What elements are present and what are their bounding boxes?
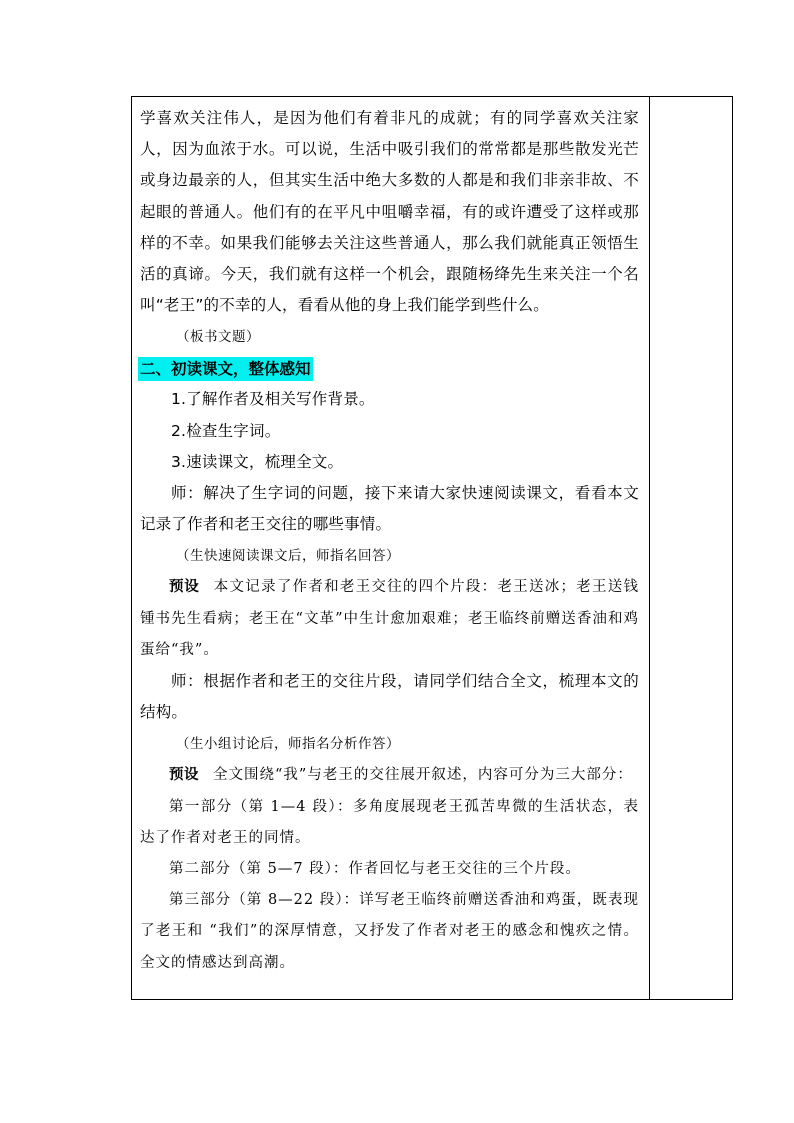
notes-cell (650, 97, 732, 999)
section-heading: 二、初读课文，整体感知 (138, 357, 313, 381)
content-cell (132, 97, 650, 999)
teacher-question-2: 师：根据作者和老王的交往片段，请同学们结合全文，梳理本文的结构。 (140, 672, 639, 722)
board-note: （板书文题） (176, 329, 260, 346)
intro-paragraph: 学喜欢关注伟人，是因为他们有着非凡的成就；有的同学喜欢关注家人，因为血浓于水。可以说，生活中吸引我们的常常都是那些散发光芒或身边最亲的人，但其实生活中绝大多数的人都是和我们非亲非故、不起眼的普通人。他们有的在平凡中咀嚼幸福，有的或许遭受了这样或那样的不幸。如果我们能够去关注这些普通人，那么我们就能真正领悟生活的真谛。今天，我们就有这样一个机会，跟随杨绛先生来关注一个名叫“老王”的不幸的人，看看从他的身上我们能学到些什么。 (140, 109, 639, 315)
list-item: 1.了解作者及相关写作背景。 (171, 390, 375, 409)
preset-label: 预设 (169, 767, 199, 784)
teacher-question-1: 师：解决了生字词的问题，接下来请大家快速阅读课文，看看本文记录了作者和老王交往的哪些事情。 (140, 484, 639, 534)
structure-part-1: 第一部分（第 1—4 段）：多角度展现老王孤苦卑微的生活状态，表达了作者对老王的同情。 (140, 798, 639, 846)
structure-part-3: 第三部分（第 8—22 段）：详写老王临终前赠送香油和鸡蛋，既表现了老王和 “我们”的深厚情意，又抒发了作者对老王的感念和愧疚之情。全文的情感达到高潮。 (140, 892, 639, 971)
preset-label: 预设 (169, 579, 200, 596)
student-note-2: （生小组讨论后，师指名分析作答） (176, 736, 400, 753)
preset-text: 本文记录了作者和老王交往的四个片段：老王送冰；老王送钱锺书先生看病；老王在“文革”中生计愈加艰难；老王临终前赠送香油和鸡蛋给“我”。 (140, 579, 640, 658)
list-item: 2.检查生字词。 (171, 421, 281, 440)
preset-answer-1 (140, 572, 639, 666)
preset-answer-2 (140, 760, 639, 791)
preset-text: 全文围绕“我”与老王的交往展开叙述，内容可分为三大部分： (213, 767, 633, 784)
student-note-1: （生快速阅读课文后，师指名回答） (176, 548, 400, 565)
structure-part-2: 第二部分（第 5—7 段）：作者回忆与老王交往的三个片段。 (169, 861, 581, 878)
list-item: 3.速读课文，梳理全文。 (171, 452, 344, 471)
lesson-table (131, 96, 733, 1000)
